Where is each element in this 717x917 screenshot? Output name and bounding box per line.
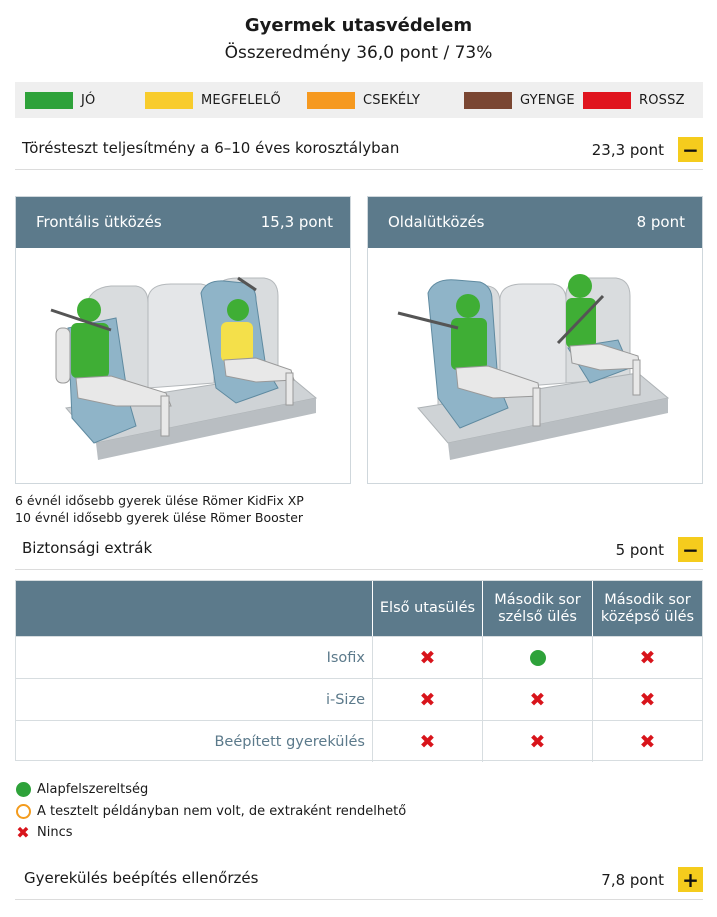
card-score: 8 pont bbox=[636, 213, 685, 231]
red-x-icon: ✖ bbox=[529, 730, 546, 753]
legend-swatch bbox=[307, 92, 355, 109]
overall-score: Összeredmény 36,0 pont / 73% bbox=[224, 43, 493, 63]
key-label: Nincs bbox=[37, 824, 73, 840]
red-x-icon: ✖ bbox=[419, 688, 436, 711]
frontal-crash-card bbox=[15, 196, 351, 484]
red-x-icon: ✖ bbox=[639, 730, 656, 753]
legend-label: JÓ bbox=[81, 92, 96, 108]
minus-icon: − bbox=[682, 537, 699, 562]
red-x-icon: ✖ bbox=[639, 688, 656, 711]
key-none bbox=[15, 824, 73, 840]
table-cell bbox=[372, 721, 482, 762]
legend-swatch bbox=[583, 92, 631, 109]
row-label: i-Size bbox=[325, 692, 365, 708]
expand-button[interactable] bbox=[678, 867, 703, 892]
card-score: 15,3 pont bbox=[260, 213, 333, 231]
legend-item-gyenge bbox=[464, 91, 575, 109]
table-cell bbox=[592, 679, 702, 720]
table-cell bbox=[482, 637, 592, 678]
legend-item-csekely bbox=[307, 91, 420, 109]
legend-label: GYENGE bbox=[520, 92, 575, 108]
card-title: Frontális ütközés bbox=[36, 213, 162, 231]
side-crash-card bbox=[367, 196, 703, 484]
key-label: A tesztelt példányban nem volt, de extraként rendelhető bbox=[37, 803, 407, 819]
card-header bbox=[368, 197, 702, 248]
plus-icon: + bbox=[682, 867, 699, 892]
minus-icon: − bbox=[682, 137, 699, 162]
install-check-section-header[interactable] bbox=[15, 860, 703, 900]
collapse-button[interactable] bbox=[678, 137, 703, 162]
red-x-icon: ✖ bbox=[419, 730, 436, 753]
table-row bbox=[16, 636, 702, 678]
green-dot-icon bbox=[15, 781, 31, 797]
table-row bbox=[16, 678, 702, 720]
legend-label: ROSSZ bbox=[639, 92, 685, 108]
table-cell bbox=[592, 721, 702, 762]
page-title: Gyermek utasvédelem bbox=[244, 15, 473, 36]
seat-note-kidfix: 6 évnél idősebb gyerek ülése Römer KidFix XP bbox=[15, 493, 304, 508]
seat-note-booster: 10 évnél idősebb gyerek ülése Römer Booster bbox=[15, 510, 304, 525]
red-x-icon: ✖ bbox=[529, 688, 546, 711]
section-score: 7,8 pont bbox=[601, 871, 664, 889]
legend-item-rossz bbox=[583, 91, 685, 109]
table-row bbox=[16, 720, 702, 762]
table-cell bbox=[372, 637, 482, 678]
table-cell bbox=[482, 721, 592, 762]
table-cell bbox=[482, 679, 592, 720]
legend-label: CSEKÉLY bbox=[363, 92, 421, 108]
seat-features-table bbox=[15, 580, 703, 761]
section-score: 5 pont bbox=[615, 541, 664, 559]
orange-ring-icon bbox=[15, 803, 31, 819]
legend-item-jo bbox=[25, 91, 95, 109]
section-title: Törésteszt teljesítmény a 6–10 éves korosztályban bbox=[22, 139, 400, 157]
key-label: Alapfelszereltség bbox=[37, 781, 149, 797]
table-header bbox=[16, 581, 702, 636]
legend-label: MEGFELELŐ bbox=[201, 92, 281, 108]
rear-seat-frontal-crash-illustration bbox=[16, 248, 350, 483]
column-header: Második sor szélső ülés bbox=[482, 581, 592, 636]
red-x-icon: ✖ bbox=[639, 646, 656, 669]
legend-swatch bbox=[25, 92, 73, 109]
red-x-icon: ✖ bbox=[16, 822, 30, 842]
safety-extras-section-header[interactable] bbox=[15, 530, 703, 570]
key-standard bbox=[15, 781, 148, 797]
key-optional bbox=[15, 803, 406, 819]
rear-seat-side-crash-illustration bbox=[368, 248, 702, 483]
legend-item-megfelelo bbox=[145, 91, 281, 109]
row-label: Isofix bbox=[326, 650, 365, 666]
green-dot-icon bbox=[530, 650, 546, 666]
section-title: Biztonsági extrák bbox=[22, 539, 153, 557]
section-score: 23,3 pont bbox=[591, 141, 664, 159]
card-header bbox=[16, 197, 350, 248]
row-label: Beépített gyerekülés bbox=[214, 734, 365, 750]
crash-test-section-header[interactable] bbox=[15, 130, 703, 170]
column-header: Első utasülés bbox=[372, 581, 482, 636]
column-header: Második sor középső ülés bbox=[592, 581, 702, 636]
collapse-button[interactable] bbox=[678, 537, 703, 562]
card-title: Oldalütközés bbox=[388, 213, 485, 231]
legend-swatch bbox=[145, 92, 193, 109]
table-cell bbox=[592, 637, 702, 678]
red-x-icon: ✖ bbox=[419, 646, 436, 669]
legend-swatch bbox=[464, 92, 512, 109]
rating-legend bbox=[15, 82, 703, 118]
table-cell bbox=[372, 679, 482, 720]
section-title: Gyerekülés beépítés ellenőrzés bbox=[24, 869, 259, 887]
